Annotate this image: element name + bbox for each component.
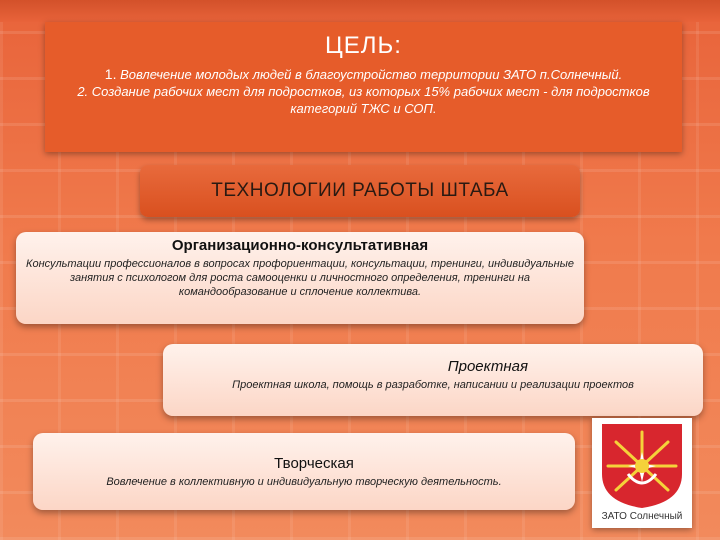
sun-emblem-icon xyxy=(598,422,686,510)
top-band xyxy=(0,0,720,22)
technologies-header: ТЕХНОЛОГИИ РАБОТЫ ШТАБА xyxy=(140,165,580,217)
goal-item1-number: 1. xyxy=(104,66,117,82)
card-creative-desc: Вовлечение в коллективную и индивидуальную творческую деятельность. xyxy=(106,476,502,488)
card-project-desc: Проектная школа, помощь в разработке, написании и реализации проектов xyxy=(232,379,634,391)
card-organizational xyxy=(16,232,584,324)
town-emblem xyxy=(592,418,692,528)
goal-title: ЦЕЛЬ: xyxy=(325,32,402,59)
goal-box xyxy=(45,22,682,152)
card-creative-title: Творческая xyxy=(274,455,354,472)
card-creative xyxy=(33,433,575,510)
goal-item2-text: 2. Создание рабочих мест для подростков, из которых 15% рабочих мест - для подростков категорий ТЖС и СОП. xyxy=(77,84,650,116)
goal-item1-text: Вовлечение молодых людей в благоустройство территории ЗАТО п.Солнечный. xyxy=(120,67,623,82)
card-organizational-desc: Консультации профессионалов в вопросах профориентации, консультации, тренинги, индивидуальные занятия с психологом для роста самооценки и личностного определения, тренинги на командообразование и сплочение коллектива. xyxy=(26,258,574,298)
card-organizational-title: Организационно-консультативная xyxy=(171,237,429,254)
card-project xyxy=(163,344,703,416)
goal-text xyxy=(53,66,674,117)
emblem-label: ЗАТО Солнечный xyxy=(601,511,683,522)
card-project-title: Проектная xyxy=(447,358,528,375)
